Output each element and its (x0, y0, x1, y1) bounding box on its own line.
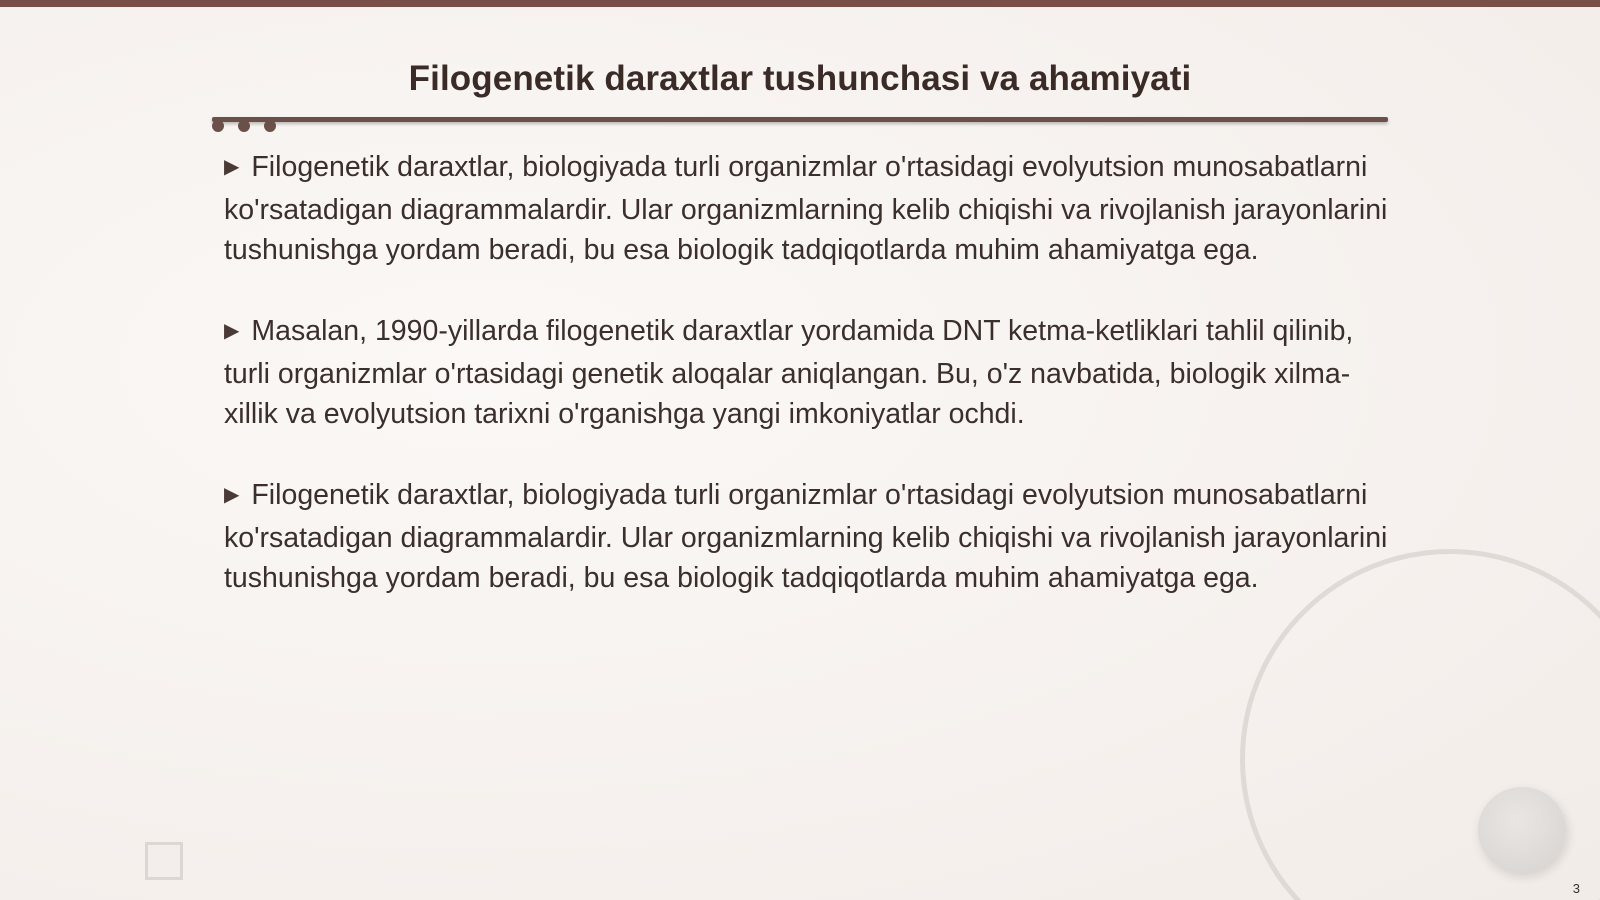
slide-body (224, 147, 1394, 639)
title-dots-decoration (212, 120, 282, 134)
bullet-paragraph (224, 147, 1394, 270)
triangle-bullet-icon: ▶ (224, 156, 240, 178)
dot-icon (212, 120, 224, 132)
slide-title: Filogenetik daraxtlar tushunchasi va ahamiyati (408, 59, 1192, 98)
paragraph-text: Filogenetik daraxtlar, biologiyada turli organizmlar o'rtasidagi evolyutsion munosabatlarni ko'rsatadigan diagrammalardir. Ular organizmlarning kelib chiqishi va rivojlanish jarayonlarini tushunishga yordam beradi, bu esa biologik tadqiqotlarda muhim ahamiyatga ega. (224, 151, 1388, 266)
title-divider (212, 117, 1388, 122)
triangle-bullet-icon: ▶ (224, 484, 240, 506)
dot-icon (238, 120, 250, 132)
bullet-paragraph (224, 475, 1394, 598)
page-number: 3 (1572, 881, 1580, 896)
paragraph-text: Filogenetik daraxtlar, biologiyada turli organizmlar o'rtasidagi evolyutsion munosabatlarni ko'rsatadigan diagrammalardir. Ular organizmlarning kelib chiqishi va rivojlanish jarayonlarini tushunishga yordam beradi, bu esa biologik tadqiqotlarda muhim ahamiyatga ega. (224, 479, 1388, 594)
decorative-sphere (1478, 787, 1566, 873)
dot-icon (264, 120, 276, 132)
decorative-square (145, 842, 183, 880)
bullet-paragraph (224, 311, 1394, 434)
top-accent-band (0, 0, 1600, 7)
slide (0, 7, 1600, 900)
paragraph-text: Masalan, 1990-yillarda filogenetik daraxtlar yordamida DNT ketma-ketliklari tahlil qilinib, turli organizmlar o'rtasidagi genetik aloqalar aniqlangan. Bu, o'z navbatida, biologik xilma-xillik va evolyutsion tarixni o'rganishga yangi imkoniyatlar ochdi. (224, 315, 1354, 430)
triangle-bullet-icon: ▶ (224, 320, 240, 342)
